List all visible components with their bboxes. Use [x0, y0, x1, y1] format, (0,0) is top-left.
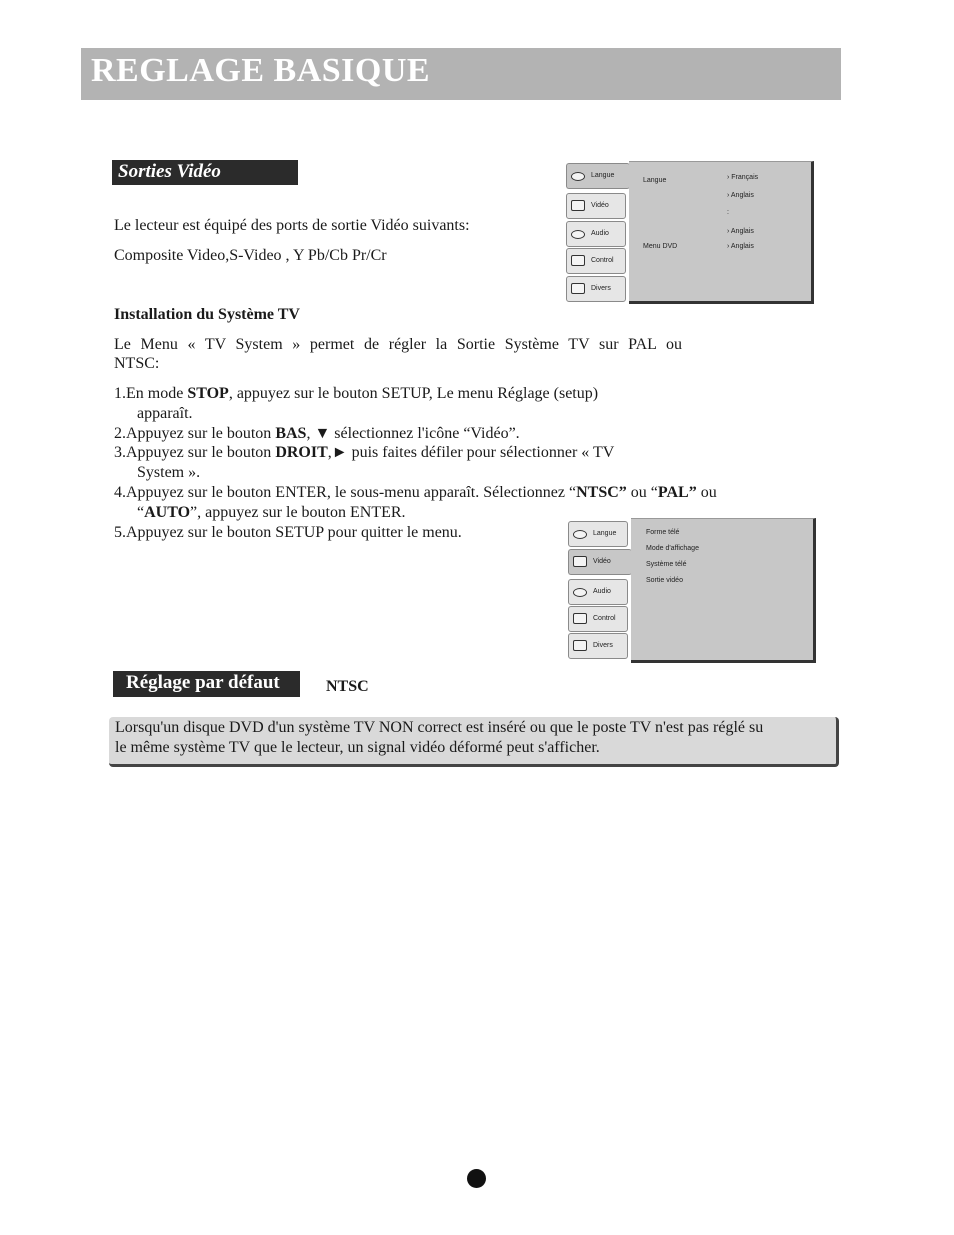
- warning-note-box: [109, 717, 839, 767]
- section-label-text: Réglage par défaut: [126, 672, 280, 693]
- menu-item-sortie-video: Sortie vidéo: [646, 577, 683, 584]
- install-heading: Installation du Système TV: [114, 306, 300, 323]
- step-3-cont: System ».: [137, 464, 201, 481]
- page-number-dot: [467, 1169, 486, 1188]
- disc-icon: [571, 172, 585, 181]
- menu-option: › Anglais: [727, 192, 754, 199]
- menu-tab-langue: Langue: [568, 521, 628, 547]
- menu-tab-langue: Langue: [566, 163, 630, 189]
- step-4: 4.Appuyez sur le bouton ENTER, le sous-menu apparaît. Sélectionnez “NTSC” ou “PAL” ou: [114, 484, 717, 501]
- lock-icon: [571, 255, 585, 266]
- section-label-sorties-video: [112, 160, 298, 185]
- step-1: 1.En mode STOP, appuyez sur le bouton SETUP, Le menu Réglage (setup): [114, 385, 599, 402]
- section-label-text: Sorties Vidéo: [118, 161, 221, 182]
- step-1-cont: apparaît.: [137, 405, 193, 422]
- intro-line-2: Composite Video,S-Video , Y Pb/Cb Pr/Cr: [114, 247, 387, 264]
- menu-tab-control: Control: [566, 248, 626, 274]
- step-5: 5.Appuyez sur le bouton SETUP pour quitter le menu.: [114, 524, 462, 541]
- menu-panel: [631, 518, 816, 663]
- default-value: NTSC: [326, 678, 369, 695]
- menu-option: :: [727, 209, 729, 216]
- menu-option: › Français: [727, 174, 759, 181]
- menu-item-mode-affichage: Mode d'affichage: [646, 545, 699, 552]
- menu-item-systeme-tele: Système télé: [646, 561, 687, 568]
- monitor-icon: [573, 640, 587, 651]
- install-desc-line-2: NTSC:: [114, 355, 160, 372]
- setup-menu-langue-screenshot: [566, 163, 814, 306]
- intro-line-1: Le lecteur est équipé des ports de sortie Vidéo suivants:: [114, 217, 470, 234]
- step-4-cont: “AUTO”, appuyez sur le bouton ENTER.: [137, 504, 406, 521]
- menu-tab-divers: Divers: [568, 633, 628, 659]
- menu-row-menu-dvd: Menu DVD: [643, 243, 678, 250]
- menu-tab-divers: Divers: [566, 276, 626, 302]
- note-line-2: le même système TV que le lecteur, un signal vidéo déformé peut s'afficher.: [115, 739, 600, 756]
- speaker-icon: [573, 588, 587, 597]
- menu-item-forme-tele: Forme télé: [646, 529, 680, 536]
- install-desc-line-1: Le Menu « TV System » permet de régler la Sortie Système TV sur PAL ou: [114, 336, 682, 353]
- menu-tab-audio: Audio: [566, 221, 626, 247]
- lock-icon: [573, 613, 587, 624]
- page-title: REGLAGE BASIQUE: [91, 52, 431, 89]
- section-label-reglage-defaut: [113, 671, 300, 697]
- setup-menu-video-screenshot: [568, 521, 816, 663]
- page-header-banner: [81, 48, 841, 100]
- menu-tab-audio: Audio: [568, 579, 628, 605]
- step-2: 2.Appuyez sur le bouton BAS, ▼ sélectionnez l'icône “Vidéo”.: [114, 425, 520, 442]
- menu-tab-video: Vidéo: [566, 193, 626, 219]
- note-line-1: Lorsqu'un disque DVD d'un système TV NON correct est inséré ou que le poste TV n'est pas réglé su: [115, 719, 764, 736]
- monitor-icon: [571, 283, 585, 294]
- disc-icon: [573, 530, 587, 539]
- menu-panel: [629, 161, 814, 304]
- step-3: 3.Appuyez sur le bouton DROIT,► puis faites défiler pour sélectionner « TV: [114, 444, 615, 461]
- menu-row-langue: Langue: [643, 177, 667, 184]
- menu-option: › Anglais: [727, 243, 754, 250]
- film-icon: [573, 556, 587, 567]
- speaker-icon: [571, 230, 585, 239]
- menu-tab-control: Control: [568, 606, 628, 632]
- menu-option: › Anglais: [727, 228, 754, 235]
- film-icon: [571, 200, 585, 211]
- menu-tab-video: Vidéo: [568, 549, 632, 575]
